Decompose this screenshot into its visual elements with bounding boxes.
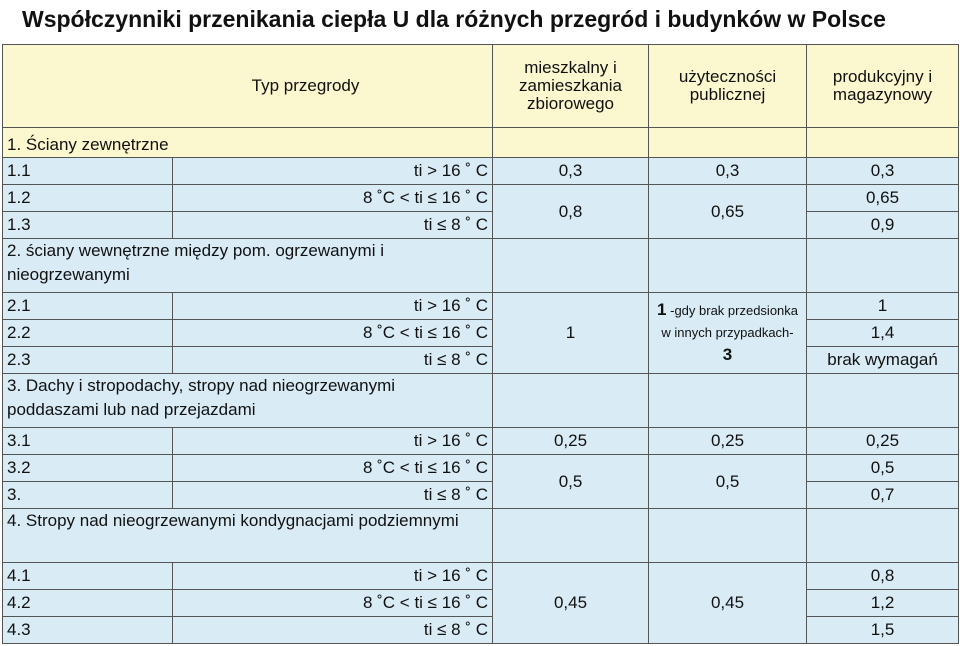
value-cell: brak wymagań <box>807 347 959 374</box>
row-number: 4.3 <box>3 617 173 644</box>
row-number: 2.3 <box>3 347 173 374</box>
value-cell: 1 <box>807 293 959 320</box>
row-condition: 8 ˚C < ti ≤ 16 ˚ C <box>173 185 493 212</box>
table-row <box>3 455 959 482</box>
table-row <box>3 158 959 185</box>
row-condition: 8 ˚C < ti ≤ 16 ˚ C <box>173 320 493 347</box>
header-col-residential: mieszkalny i zamieszkania zbiorowego <box>493 45 649 128</box>
row-condition: ti > 16 ˚ C <box>173 563 493 590</box>
row-number: 3.1 <box>3 428 173 455</box>
merged-value-cell: 1 <box>493 293 649 374</box>
merged-value-cell: 0,45 <box>493 563 649 644</box>
page-title: Współczynniki przenikania ciepła U dla różnych przegród i budynków w Polsce <box>22 6 886 32</box>
table-row <box>3 320 959 347</box>
value-cell: 0,8 <box>807 563 959 590</box>
note-text-b: -gdy brak przedsionka <box>670 303 799 318</box>
value-cell: 1,5 <box>807 617 959 644</box>
merged-value-cell: 0,65 <box>649 185 807 239</box>
value-cell: 0,3 <box>807 158 959 185</box>
value-cell: 0,7 <box>807 482 959 509</box>
value-cell: 0,65 <box>807 185 959 212</box>
table-row <box>3 563 959 590</box>
merged-value-cell: 0,5 <box>493 455 649 509</box>
value-cell: 0,5 <box>807 455 959 482</box>
note-cell <box>649 293 807 374</box>
section-title-row <box>3 374 959 428</box>
table-row <box>3 428 959 455</box>
table-row <box>3 482 959 509</box>
row-number: 1.3 <box>3 212 173 239</box>
row-number: 1.1 <box>3 158 173 185</box>
section-title: 1. Ściany zewnętrzne <box>3 128 493 158</box>
note-text-c: w innych przypadkach- <box>661 325 794 340</box>
section-title-row <box>3 509 959 563</box>
value-cell: 0,3 <box>649 158 807 185</box>
section-title-row <box>3 128 959 158</box>
value-cell: 0,3 <box>493 158 649 185</box>
merged-value-cell: 0,8 <box>493 185 649 239</box>
row-number: 4.2 <box>3 590 173 617</box>
row-condition: ti > 16 ˚ C <box>173 158 493 185</box>
value-cell: 1,2 <box>807 590 959 617</box>
table-row <box>3 293 959 320</box>
header-row <box>3 45 959 128</box>
value-cell: 0,9 <box>807 212 959 239</box>
note-value-d: 3 <box>722 345 733 364</box>
row-condition: ti > 16 ˚ C <box>173 293 493 320</box>
header-typ: Typ przegrody <box>3 45 493 128</box>
row-condition: ti ≤ 8 ˚ C <box>173 617 493 644</box>
row-condition: ti ≤ 8 ˚ C <box>173 212 493 239</box>
row-number: 3.2 <box>3 455 173 482</box>
value-cell: 0,25 <box>807 428 959 455</box>
table-row <box>3 347 959 374</box>
merged-value-cell: 0,5 <box>649 455 807 509</box>
value-cell: 0,25 <box>649 428 807 455</box>
value-cell: 0,25 <box>493 428 649 455</box>
row-number: 2.1 <box>3 293 173 320</box>
header-col-industrial: produkcyjny i magazynowy <box>807 45 959 128</box>
table-row <box>3 212 959 239</box>
merged-value-cell: 0,45 <box>649 563 807 644</box>
row-condition: ti ≤ 8 ˚ C <box>173 347 493 374</box>
section-title: 3. Dachy i stropodachy, stropy nad nieogrzewanymi poddaszami lub nad przejazdami <box>3 374 493 428</box>
row-number: 1.2 <box>3 185 173 212</box>
u-coefficient-table <box>2 44 959 644</box>
table-row <box>3 185 959 212</box>
row-number: 3. <box>3 482 173 509</box>
table-row <box>3 590 959 617</box>
section-title: 4. Stropy nad nieogrzewanymi kondygnacjami podziemnymi <box>3 509 493 563</box>
section-title: 2. ściany wewnętrzne między pom. ogrzewanymi i nieogrzewanymi <box>3 239 493 293</box>
row-condition: ti ≤ 8 ˚ C <box>173 482 493 509</box>
value-cell: 1,4 <box>807 320 959 347</box>
row-condition: 8 ˚C < ti ≤ 16 ˚ C <box>173 590 493 617</box>
header-col-public: użyteczności publicznej <box>649 45 807 128</box>
table-row <box>3 617 959 644</box>
note-value-a: 1 <box>657 300 667 319</box>
section-title-row <box>3 239 959 293</box>
row-condition: ti > 16 ˚ C <box>173 428 493 455</box>
row-number: 2.2 <box>3 320 173 347</box>
row-condition: 8 ˚C < ti ≤ 16 ˚ C <box>173 455 493 482</box>
row-number: 4.1 <box>3 563 173 590</box>
